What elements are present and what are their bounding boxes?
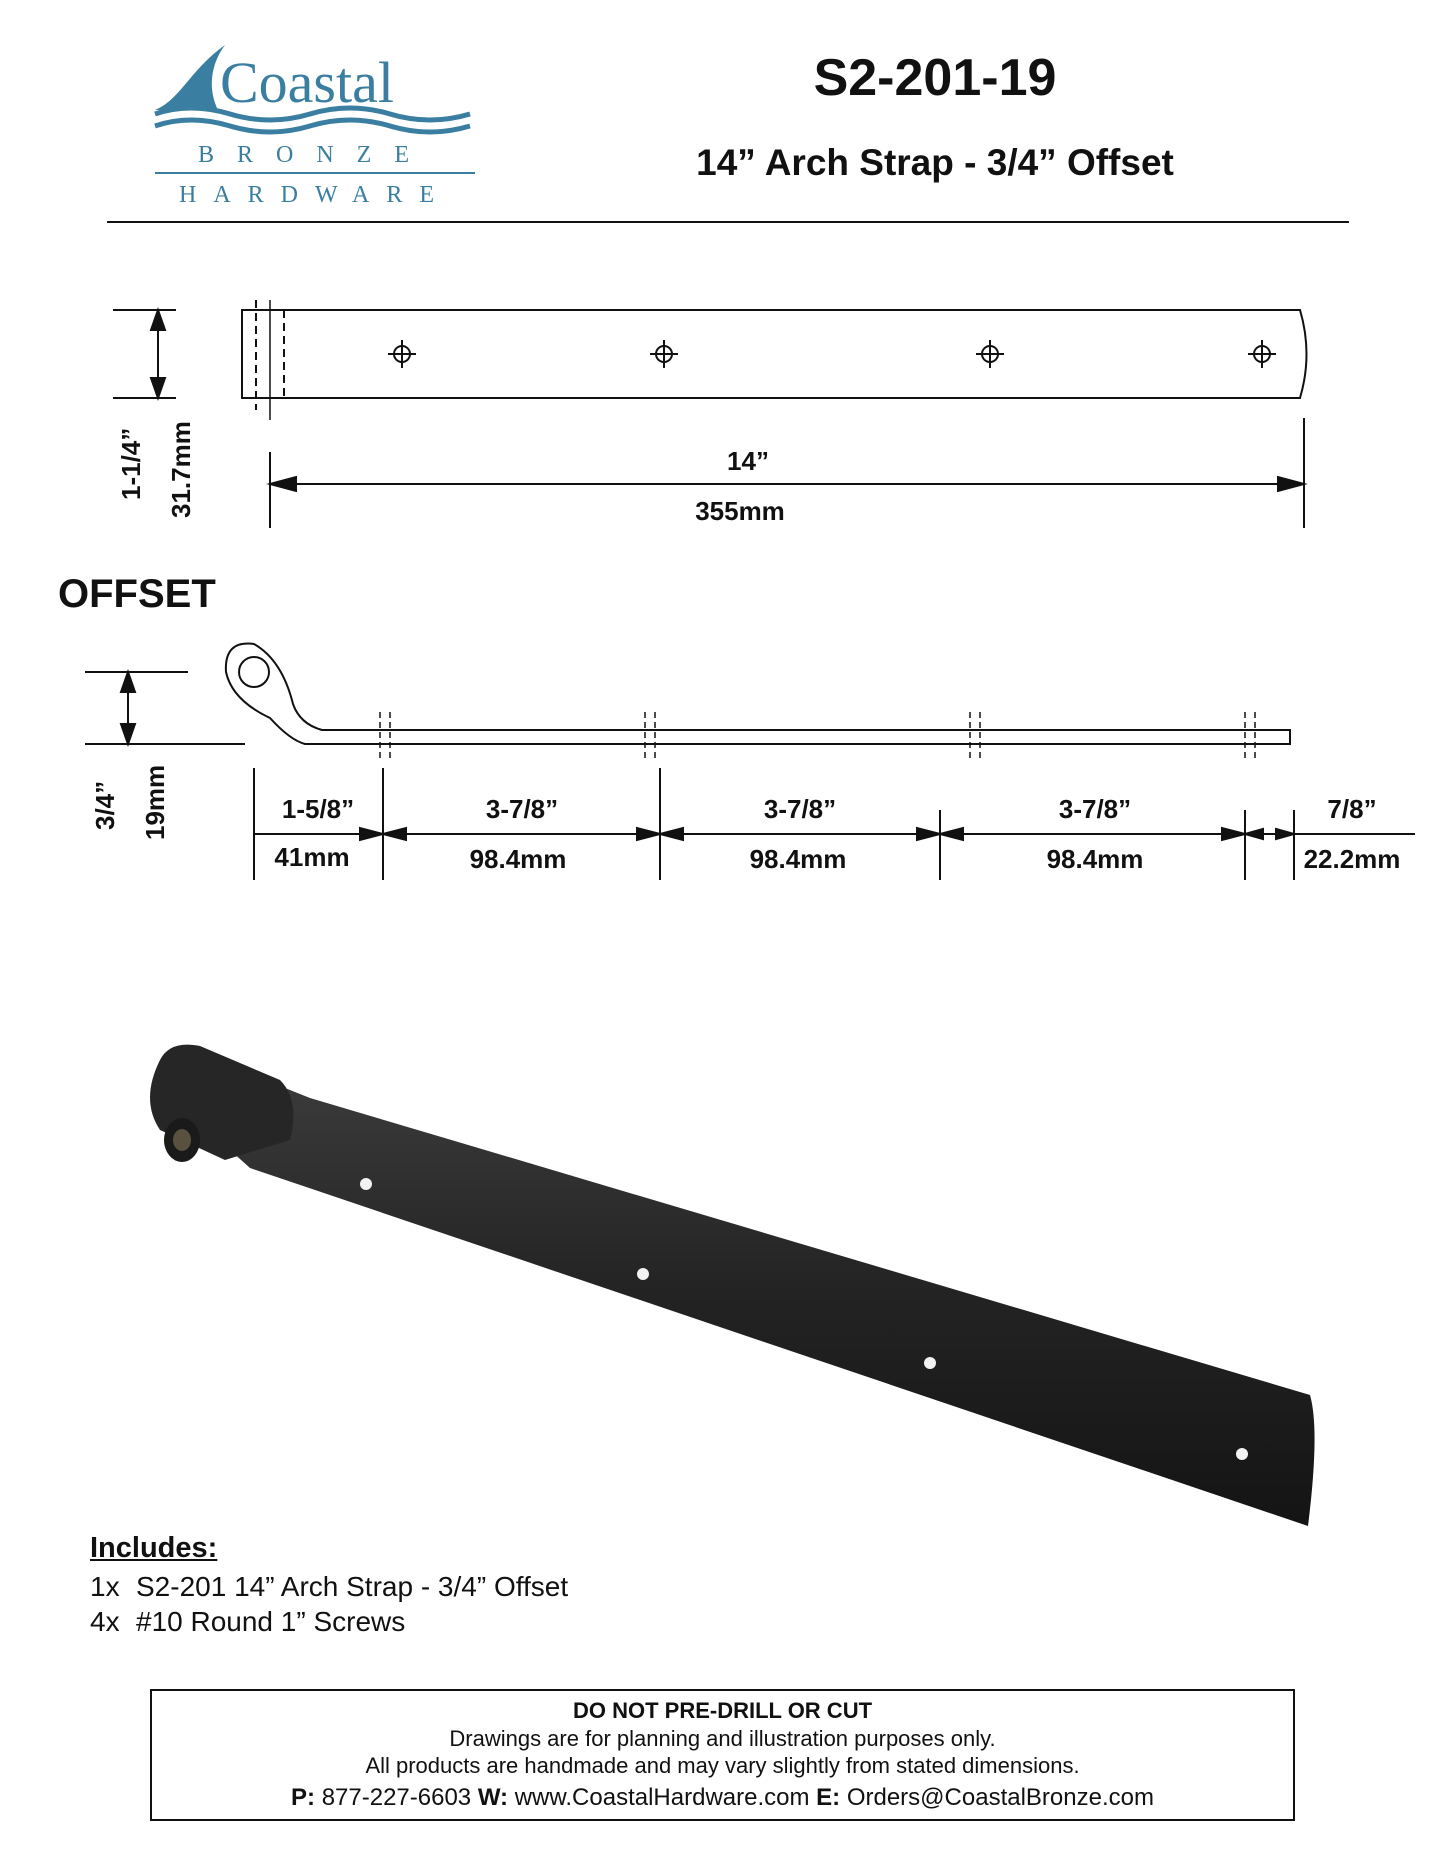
spacing-3-mm: 98.4mm [749,844,847,874]
spacing-4-inch: 3-7/8” [1058,794,1132,824]
length-inch-label: 14” [727,446,769,476]
product-photo [130,1040,1330,1530]
offset-heading: OFFSET [58,572,216,616]
item-description: S2-201 14” Arch Strap - 3/4” Offset [136,1571,569,1602]
email-link[interactable]: Orders@CoastalBronze.com [846,1784,1154,1811]
list-item [90,1604,790,1639]
includes-title: Includes: [90,1532,218,1564]
disclaimer-line-2: All products are handmade and may vary slightly from stated dimensions. [365,1753,1080,1778]
screw-hole [360,1178,372,1190]
spacing-1-inch: 1-5/8” [281,794,355,824]
offset-dimension [85,672,245,744]
part-number: S2-201-19 [813,49,1057,107]
spacing-5-mm: 22.2mm [1303,844,1401,874]
screw-hole [637,1268,649,1280]
list-item [90,1569,790,1604]
length-mm-label: 355mm [695,496,785,526]
height-mm-label: 31.7mm [166,421,196,518]
screw-hole-markers [388,340,1276,368]
spacing-2-mm: 98.4mm [469,844,567,874]
logo-bronze-text: BRONZE [198,142,432,168]
spacing-2-inch: 3-7/8” [485,794,559,824]
logo-script-text: Coastal [220,50,394,115]
email-label: E: [816,1784,841,1811]
disclaimer-box [150,1689,1295,1821]
offset-mm-label: 19mm [140,764,170,840]
offset-inch-label: 3/4” [90,780,120,830]
contact-line [152,1781,1293,1815]
height-inch-label: 1-1/4” [116,427,146,500]
technical-drawing [0,0,1445,920]
screw-hole [924,1357,936,1369]
disclaimer-line-1: Drawings are for planning and illustration purposes only. [449,1726,996,1751]
spacing-4-mm: 98.4mm [1046,844,1144,874]
spacing-3-inch: 3-7/8” [763,794,837,824]
offset-view-strap [226,644,1290,760]
website-link[interactable]: www.CoastalHardware.com [514,1784,810,1811]
item-quantity: 4x [90,1606,120,1637]
length-dimension [270,418,1304,528]
product-title: 14” Arch Strap - 3/4” Offset [696,142,1174,183]
item-quantity: 1x [90,1571,120,1602]
height-dimension [113,310,176,398]
phone-number[interactable]: 877-227-6603 [321,1784,472,1811]
includes-section [90,1532,790,1639]
warning-text: DO NOT PRE-DRILL OR CUT [572,1698,873,1723]
spacing-5-inch: 7/8” [1327,794,1377,824]
spacing-1-mm: 41mm [274,842,350,872]
phone-label: P: [291,1784,316,1811]
screw-hole [1236,1448,1248,1460]
item-description: #10 Round 1” Screws [136,1606,406,1637]
logo-hardware-text: HARDWARE [179,182,451,208]
web-label: W: [477,1784,509,1811]
